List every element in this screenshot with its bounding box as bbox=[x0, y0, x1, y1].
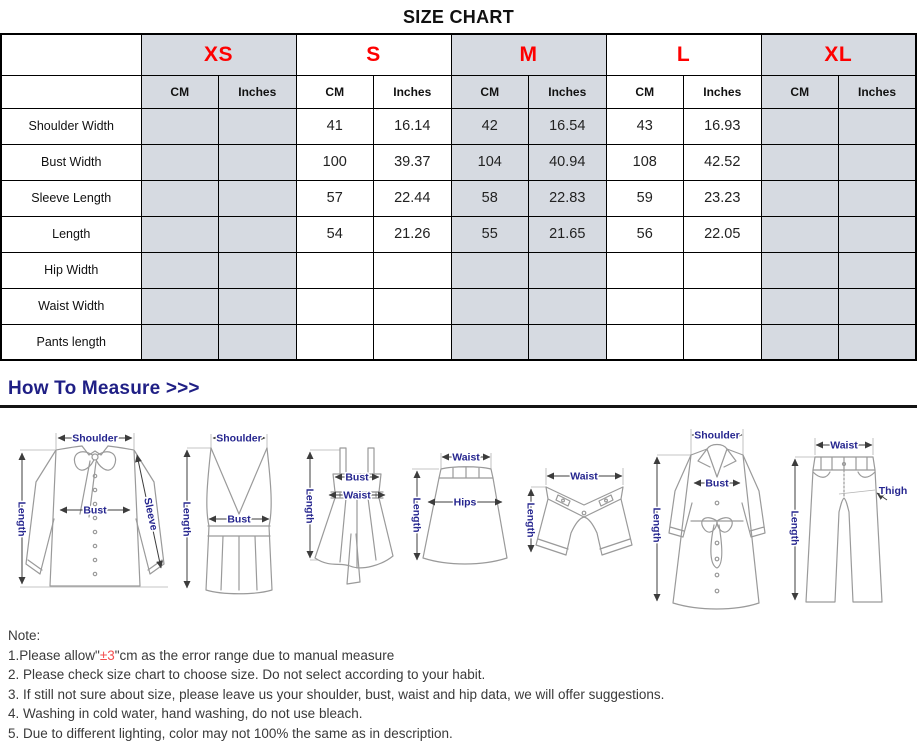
table-cell bbox=[219, 252, 297, 288]
size-header-m: M bbox=[451, 34, 606, 75]
table-cell bbox=[684, 288, 762, 324]
table-cell bbox=[761, 216, 839, 252]
table-cell bbox=[219, 144, 297, 180]
shorts-length-label: Length bbox=[524, 502, 537, 538]
table-cell bbox=[606, 252, 684, 288]
table-cell bbox=[761, 180, 839, 216]
shorts-drawing bbox=[522, 444, 644, 564]
table-cell bbox=[219, 324, 297, 360]
corner-cell bbox=[1, 34, 141, 75]
table-cell bbox=[141, 180, 219, 216]
table-cell bbox=[141, 252, 219, 288]
coat-shoulder-label: Shoulder bbox=[693, 429, 740, 442]
table-cell: 16.14 bbox=[374, 108, 452, 144]
table-cell: 21.26 bbox=[374, 216, 452, 252]
table-cell: 42 bbox=[451, 108, 529, 144]
pants-waist-label: Waist bbox=[830, 439, 858, 452]
table-cell bbox=[606, 324, 684, 360]
shorts-waist-label: Waist bbox=[570, 470, 599, 483]
unit-header-m-cm: CM bbox=[451, 75, 529, 108]
table-cell: 42.52 bbox=[684, 144, 762, 180]
table-cell bbox=[141, 108, 219, 144]
size-header-xl: XL bbox=[761, 34, 916, 75]
page-title: SIZE CHART bbox=[403, 7, 514, 27]
table-cell: 22.83 bbox=[529, 180, 607, 216]
table-cell: 23.23 bbox=[684, 180, 762, 216]
unit-header-l-inches: Inches bbox=[684, 75, 762, 108]
coat-drawing bbox=[647, 421, 783, 613]
table-cell: 59 bbox=[606, 180, 684, 216]
table-cell bbox=[606, 288, 684, 324]
tank-shoulder-label: Shoulder bbox=[216, 432, 263, 445]
note-title: Note: bbox=[8, 628, 41, 643]
table-row bbox=[1, 252, 916, 288]
table-cell: 16.54 bbox=[529, 108, 607, 144]
blouse-sleeve-label: Sleeve bbox=[141, 496, 160, 532]
table-cell bbox=[296, 288, 374, 324]
table-cell bbox=[839, 180, 917, 216]
table-cell bbox=[761, 144, 839, 180]
table-cell bbox=[529, 252, 607, 288]
table-cell bbox=[374, 288, 452, 324]
notes-section bbox=[8, 626, 917, 743]
table-cell bbox=[219, 180, 297, 216]
blouse-shoulder-label: Shoulder bbox=[72, 432, 118, 445]
table-cell bbox=[529, 288, 607, 324]
table-cell bbox=[141, 324, 219, 360]
table-cell: 58 bbox=[451, 180, 529, 216]
unit-header-xl-inches: Inches bbox=[839, 75, 917, 108]
table-cell bbox=[839, 324, 917, 360]
table-cell: 21.65 bbox=[529, 216, 607, 252]
table-cell bbox=[451, 288, 529, 324]
table-cell bbox=[451, 252, 529, 288]
table-cell bbox=[684, 252, 762, 288]
table-row bbox=[1, 324, 916, 360]
skirt-waist-label: Waist bbox=[452, 451, 480, 464]
table-row bbox=[1, 144, 916, 180]
tank-top-drawing bbox=[177, 424, 297, 619]
table-row bbox=[1, 108, 916, 144]
unit-header-xl-cm: CM bbox=[761, 75, 839, 108]
measurement-label: Pants length bbox=[1, 324, 141, 360]
table-cell bbox=[529, 324, 607, 360]
table-cell: 55 bbox=[451, 216, 529, 252]
measurement-label: Hip Width bbox=[1, 252, 141, 288]
table-cell bbox=[219, 108, 297, 144]
table-cell bbox=[761, 324, 839, 360]
table-cell bbox=[141, 288, 219, 324]
table-cell: 108 bbox=[606, 144, 684, 180]
table-cell: 43 bbox=[606, 108, 684, 144]
note-line-5: 5. Due to different lighting, color may not 100% the same as in description. bbox=[8, 725, 453, 741]
table-cell bbox=[296, 252, 374, 288]
table-cell bbox=[684, 324, 762, 360]
measurement-label: Shoulder Width bbox=[1, 108, 141, 144]
measure-diagrams bbox=[0, 420, 917, 622]
tank-bust-label: Bust bbox=[227, 513, 251, 526]
corner-cell bbox=[1, 75, 141, 108]
figure-shorts bbox=[522, 444, 644, 564]
table-cell: 54 bbox=[296, 216, 374, 252]
how-to-measure-heading: How To Measure >>> bbox=[8, 378, 200, 399]
size-header-xs: XS bbox=[141, 34, 296, 75]
dress-bust-label: Bust bbox=[344, 471, 369, 484]
table-cell bbox=[839, 108, 917, 144]
table-cell: 22.05 bbox=[684, 216, 762, 252]
pants-thigh-label: Thigh bbox=[878, 485, 908, 497]
blouse-bust-label: Bust bbox=[83, 504, 107, 517]
figure-coat bbox=[647, 421, 783, 613]
dress-length-label: Length bbox=[303, 488, 316, 524]
table-row bbox=[1, 216, 916, 252]
table-body bbox=[1, 108, 916, 360]
table-cell: 39.37 bbox=[374, 144, 452, 180]
table-row bbox=[1, 288, 916, 324]
table-cell: 41 bbox=[296, 108, 374, 144]
pants-length-label: Length bbox=[788, 510, 801, 546]
coat-length-label: Length bbox=[650, 507, 663, 543]
table-cell: 57 bbox=[296, 180, 374, 216]
table-cell bbox=[761, 252, 839, 288]
table-cell: 104 bbox=[451, 144, 529, 180]
table-cell bbox=[141, 216, 219, 252]
unit-header-l-cm: CM bbox=[606, 75, 684, 108]
blouse-drawing bbox=[10, 424, 175, 619]
size-header-s: S bbox=[296, 34, 451, 75]
table-header bbox=[1, 34, 916, 108]
tank-length-label: Length bbox=[180, 501, 193, 537]
table-cell bbox=[374, 324, 452, 360]
figure-blouse bbox=[10, 424, 175, 619]
table-cell bbox=[761, 288, 839, 324]
note-line-1b: "cm as the error range due to manual measure bbox=[114, 647, 395, 663]
unit-header-m-inches: Inches bbox=[529, 75, 607, 108]
size-chart-table bbox=[0, 33, 917, 361]
table-cell: 100 bbox=[296, 144, 374, 180]
divider-line bbox=[0, 405, 917, 408]
figure-tank-top bbox=[177, 424, 297, 619]
note-line-3: 3. If still not sure about size, please leave us your shoulder, bust, waist and hip data, we will offer suggestions. bbox=[8, 686, 665, 702]
figure-pants bbox=[785, 428, 907, 608]
slip-dress-drawing bbox=[300, 434, 406, 594]
unit-header-xs-inches: Inches bbox=[219, 75, 297, 108]
measurement-label: Length bbox=[1, 216, 141, 252]
table-cell bbox=[219, 216, 297, 252]
table-cell bbox=[761, 108, 839, 144]
note-line-2: 2. Please check size chart to choose size. Do not select according to your habit. bbox=[8, 667, 486, 682]
note-line-1 bbox=[8, 646, 917, 666]
unit-header-s-inches: Inches bbox=[374, 75, 452, 108]
table-cell: 16.93 bbox=[684, 108, 762, 144]
table-cell bbox=[141, 144, 219, 180]
table-cell bbox=[374, 252, 452, 288]
measurement-label: Sleeve Length bbox=[1, 180, 141, 216]
table-cell bbox=[839, 144, 917, 180]
table-cell: 22.44 bbox=[374, 180, 452, 216]
skirt-drawing bbox=[408, 433, 520, 578]
note-line-4: 4. Washing in cold water, hand washing, do not use bleach. bbox=[8, 706, 363, 721]
table-row bbox=[1, 180, 916, 216]
figure-slip-dress bbox=[300, 434, 406, 594]
table-cell bbox=[451, 324, 529, 360]
table-cell bbox=[296, 324, 374, 360]
coat-bust-label: Bust bbox=[704, 477, 729, 490]
size-header-l: L bbox=[606, 34, 761, 75]
skirt-hips-label: Hips bbox=[453, 496, 477, 509]
skirt-length-label: Length bbox=[410, 497, 423, 533]
table-cell bbox=[219, 288, 297, 324]
measurement-label: Waist Width bbox=[1, 288, 141, 324]
measurement-label: Bust Width bbox=[1, 144, 141, 180]
table-cell: 40.94 bbox=[529, 144, 607, 180]
figure-skirt bbox=[408, 433, 520, 578]
table-cell bbox=[839, 288, 917, 324]
table-cell bbox=[839, 252, 917, 288]
table-cell: 56 bbox=[606, 216, 684, 252]
blouse-length-label: Length bbox=[15, 501, 28, 537]
unit-header-xs-cm: CM bbox=[141, 75, 219, 108]
note-tolerance-value: ±3 bbox=[99, 647, 115, 663]
pants-drawing bbox=[785, 428, 907, 608]
dress-waist-label: Waist bbox=[342, 489, 371, 502]
note-line-1a: 1.Please allow" bbox=[8, 647, 100, 663]
unit-header-s-cm: CM bbox=[296, 75, 374, 108]
table-cell bbox=[839, 216, 917, 252]
